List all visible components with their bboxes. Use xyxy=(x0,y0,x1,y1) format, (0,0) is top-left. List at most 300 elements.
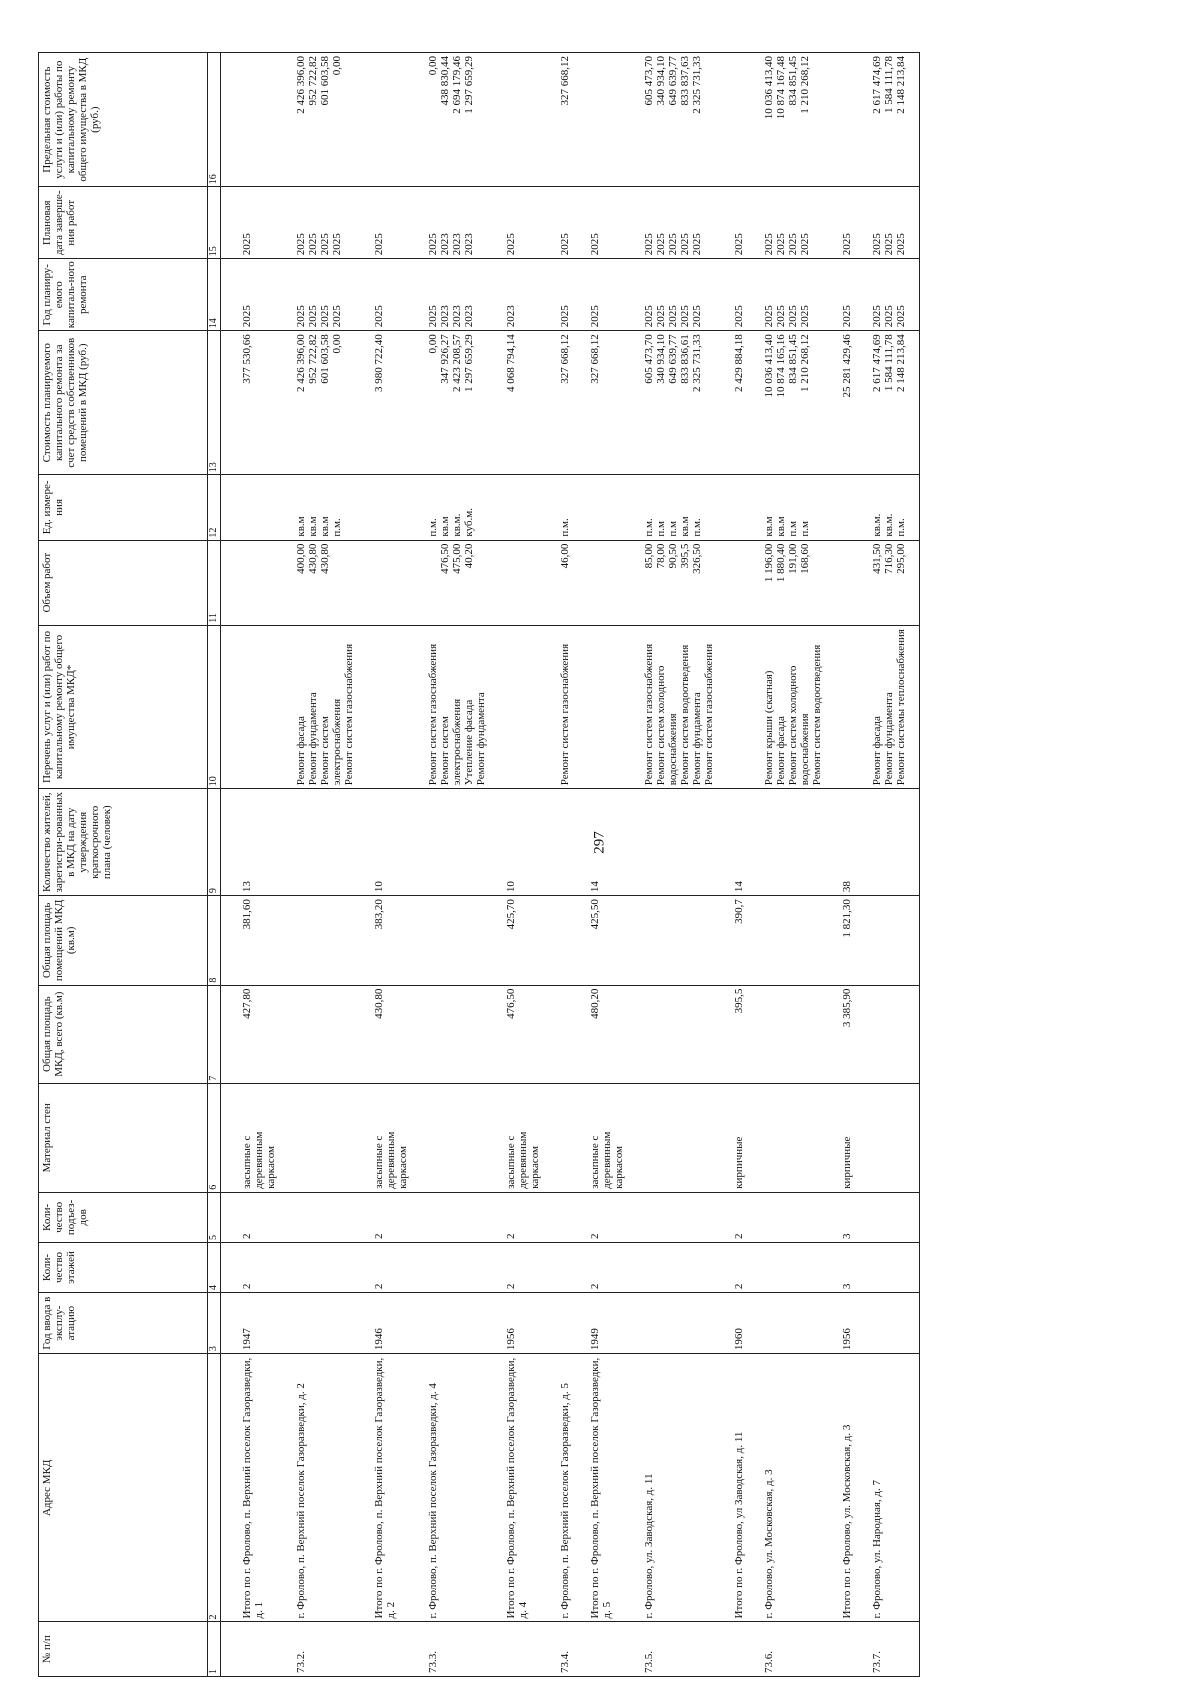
cell-line: 0,00 xyxy=(427,56,439,76)
cell-text: 395,5 xyxy=(733,988,745,1014)
cost-cell xyxy=(553,331,583,475)
cell-line: 2025 xyxy=(763,305,775,328)
cell-line: 2025 xyxy=(559,305,571,328)
table-row xyxy=(421,53,499,1677)
plan-year-cell xyxy=(865,259,920,331)
cell-line: Ремонт систем водоотведения xyxy=(811,644,823,786)
cell-line: 0,00 xyxy=(331,334,343,354)
cell-line: кв.м xyxy=(679,516,691,537)
end-date-cell xyxy=(637,187,727,259)
rooms-area-cell xyxy=(727,896,757,985)
volume-cell xyxy=(583,540,637,625)
cell-line: 1 210 268,12 xyxy=(799,334,811,392)
cell-line: 2 423 208,57 xyxy=(451,334,463,392)
col-number: 1 xyxy=(208,1622,221,1677)
cell-line: 2025 xyxy=(373,233,385,256)
cell-line: 2025 xyxy=(643,305,655,328)
cell-line: 2025 xyxy=(505,233,517,256)
cell-text: 2 xyxy=(733,1283,745,1290)
cell-line: 2 694 179,46 xyxy=(451,56,463,114)
cell-text xyxy=(559,989,571,992)
cell-line: 2025 xyxy=(427,233,439,256)
cell-line: 2025 xyxy=(307,233,319,256)
col-number: 16 xyxy=(208,53,221,187)
cell-text xyxy=(871,989,883,992)
cell-line: 10 874 165,16 xyxy=(775,334,787,398)
residents-cell xyxy=(757,789,835,896)
cell-line: 2 148 213,84 xyxy=(895,334,907,392)
col-header: Общая площадь помещений МКД (кв.м) xyxy=(39,896,208,985)
works-list-cell xyxy=(289,625,367,789)
cell-text: 2 xyxy=(733,1233,745,1239)
cell-line: Ремонт систем газоснабжения xyxy=(559,643,571,786)
cell-line: 2025 xyxy=(691,305,703,328)
row-number xyxy=(865,1622,920,1677)
entrances-cell xyxy=(835,1192,865,1242)
cell-text xyxy=(373,1670,385,1673)
units-cell xyxy=(637,475,727,540)
cell-line: 78,00 xyxy=(655,543,667,569)
cell-line: 327 668,12 xyxy=(559,334,571,384)
cell-line: кв.м. xyxy=(451,513,463,537)
cell-line: 2025 xyxy=(799,233,811,256)
residents-cell xyxy=(727,789,757,896)
row-number xyxy=(421,1622,499,1677)
floors-cell xyxy=(367,1242,421,1292)
cell-line: 326,50 xyxy=(691,543,703,574)
cell-line: 2 325 731,33 xyxy=(691,56,703,114)
cell-line: Ремонт фундамента xyxy=(307,692,319,786)
cell-line: 475,00 xyxy=(451,543,463,574)
entrances-cell xyxy=(637,1192,727,1242)
cell-text: г. Фролово, ул. Московская, д. 3 xyxy=(763,1469,775,1619)
entrances-cell xyxy=(367,1192,421,1242)
cell-text xyxy=(295,1286,307,1289)
limit-cost-cell xyxy=(235,53,289,187)
entrances-cell xyxy=(583,1192,637,1242)
cell-text xyxy=(427,1236,439,1239)
works-list-cell xyxy=(235,625,289,789)
cell-text xyxy=(763,889,775,892)
rotated-sheet xyxy=(0,32,1200,1697)
cell-line: 377 530,66 xyxy=(241,334,253,384)
col-header: Плановая дата заверше-ния работ xyxy=(39,187,208,259)
cell-line: 2025 xyxy=(787,233,799,256)
cell-line: 2025 xyxy=(241,305,253,328)
end-date-cell xyxy=(553,187,583,259)
cell-line: 2025 xyxy=(775,233,787,256)
cell-line: 2025 xyxy=(643,233,655,256)
works-list-cell xyxy=(835,625,865,789)
cell-line: 2025 xyxy=(733,233,745,256)
floors-cell xyxy=(727,1242,757,1292)
limit-cost-cell xyxy=(553,53,583,187)
entrances-cell xyxy=(553,1192,583,1242)
cell-text: 3 xyxy=(841,1233,853,1239)
rooms-area-cell xyxy=(637,896,727,985)
cell-text xyxy=(427,1186,439,1189)
units-cell xyxy=(583,475,637,540)
cell-line: кв.м xyxy=(763,516,775,537)
cell-text: 1 821,30 xyxy=(841,899,853,938)
cell-text: 480,20 xyxy=(589,988,601,1019)
units-cell xyxy=(553,475,583,540)
col-header: Общая площадь МКД, всего (кв.м) xyxy=(39,985,208,1083)
cell-line: 2025 xyxy=(763,233,775,256)
wall-material-cell xyxy=(637,1083,727,1192)
year-cell xyxy=(757,1293,835,1354)
year-cell xyxy=(235,1293,289,1354)
page-number: 297 xyxy=(591,831,608,854)
cell-line: 1 584 111,78 xyxy=(883,56,895,113)
cell-line: 1 584 111,78 xyxy=(883,334,895,392)
col-number: 5 xyxy=(208,1192,221,1242)
cell-line: 834 851,45 xyxy=(787,56,799,106)
table-row xyxy=(835,53,865,1677)
cell-text xyxy=(763,1236,775,1239)
end-date-cell xyxy=(727,187,757,259)
wall-material-cell xyxy=(421,1083,499,1192)
total-area-cell xyxy=(835,985,865,1083)
cell-line: 2025 xyxy=(655,305,667,328)
limit-cost-cell xyxy=(421,53,499,187)
cell-text: 2 xyxy=(505,1233,517,1239)
address-cell xyxy=(835,1354,865,1622)
floors-cell xyxy=(583,1242,637,1292)
cell-text: 427,80 xyxy=(241,988,253,1019)
rooms-area-cell xyxy=(553,896,583,985)
cell-line: Ремонт фасада xyxy=(295,716,307,786)
cell-text: г. Фролово, п. Верхний поселок Газоразведки, д. 4 xyxy=(427,1383,439,1619)
cell-text: засыпные с деревянным каркасом xyxy=(373,1131,409,1189)
col-number: 12 xyxy=(208,475,221,540)
address-cell xyxy=(865,1354,920,1622)
limit-cost-cell xyxy=(865,53,920,187)
cell-line: п.м. xyxy=(559,518,571,537)
end-date-cell xyxy=(499,187,553,259)
cell-line: 46,00 xyxy=(559,543,571,569)
plan-year-cell xyxy=(289,259,367,331)
cell-line: 2 426 396,00 xyxy=(295,334,307,392)
cell-line: Ремонт систем газоснабжения xyxy=(643,643,655,786)
volume-cell xyxy=(835,540,865,625)
cell-text: 73.4. xyxy=(559,1651,571,1673)
rooms-area-cell xyxy=(865,896,920,985)
cell-line: 40,20 xyxy=(463,543,475,569)
end-date-cell xyxy=(421,187,499,259)
cell-line: 2025 xyxy=(679,233,691,256)
cell-text: 73.2. xyxy=(295,1651,307,1673)
cell-text xyxy=(559,1286,571,1289)
cell-text xyxy=(559,889,571,892)
col-number: 7 xyxy=(208,985,221,1083)
cell-text xyxy=(295,1186,307,1189)
cell-text xyxy=(589,1670,601,1673)
table-row xyxy=(865,53,920,1677)
cell-line: 2025 xyxy=(787,305,799,328)
table-row xyxy=(757,53,835,1677)
volume-cell xyxy=(637,540,727,625)
cell-text: 430,80 xyxy=(373,988,385,1019)
residents-cell xyxy=(553,789,583,896)
cell-text xyxy=(427,1347,439,1350)
end-date-cell xyxy=(865,187,920,259)
cell-line: 2025 xyxy=(559,233,571,256)
cell-line: 25 281 429,46 xyxy=(841,334,853,398)
cell-line: кв.м xyxy=(319,516,331,537)
cell-text xyxy=(427,889,439,892)
cell-text: 2 xyxy=(589,1233,601,1239)
wall-material-cell xyxy=(235,1083,289,1192)
cell-text xyxy=(763,899,775,902)
cell-line: 952 722,82 xyxy=(307,334,319,384)
total-area-cell xyxy=(583,985,637,1083)
cell-text xyxy=(295,1236,307,1239)
cell-line: п.м xyxy=(667,521,679,537)
cell-text: 2 xyxy=(373,1283,385,1290)
cell-line: 601 603,58 xyxy=(319,334,331,384)
col-header: Материал стен xyxy=(39,1083,208,1192)
total-area-cell xyxy=(865,985,920,1083)
floors-cell xyxy=(553,1242,583,1292)
cell-line: 2 325 731,33 xyxy=(691,334,703,392)
cell-line: Ремонт систем газоснабжения xyxy=(703,643,715,786)
col-number: 6 xyxy=(208,1083,221,1192)
cell-line: 2025 xyxy=(895,305,907,328)
cell-line: 395,5 xyxy=(679,543,691,569)
cell-text xyxy=(871,1286,883,1289)
end-date-cell xyxy=(757,187,835,259)
residents-cell xyxy=(235,789,289,896)
units-cell xyxy=(757,475,835,540)
cell-text: засыпные с деревянным каркасом xyxy=(241,1131,277,1189)
row-number xyxy=(235,1622,289,1677)
end-date-cell xyxy=(835,187,865,259)
entrances-cell xyxy=(757,1192,835,1242)
cell-line: 340 934,10 xyxy=(655,334,667,384)
cell-line: Ремонт фундамента xyxy=(691,692,703,786)
table-row xyxy=(583,53,637,1677)
cell-line: 2 617 474,69 xyxy=(871,334,883,392)
cell-line: Ремонт систем электроснабжения xyxy=(319,698,343,786)
col-header: Перечень услуг и (или) работ по капитальному ремонту общего имущества МКД* xyxy=(39,625,208,789)
cell-text: г. Фролово, ул. Заводская, д. 11 xyxy=(643,1473,655,1619)
cell-text xyxy=(295,899,307,902)
cell-line: 1 210 268,12 xyxy=(799,56,811,114)
row-number xyxy=(553,1622,583,1677)
plan-year-cell xyxy=(235,259,289,331)
cell-line: 2023 xyxy=(451,305,463,328)
volume-cell xyxy=(727,540,757,625)
cell-line: 601 603,58 xyxy=(319,56,331,106)
cell-line: Ремонт фундамента xyxy=(475,692,487,786)
works-list-cell xyxy=(637,625,727,789)
cell-text: 38 xyxy=(841,881,853,893)
floors-cell xyxy=(289,1242,367,1292)
cell-text: 1947 xyxy=(241,1328,253,1351)
wall-material-cell xyxy=(289,1083,367,1192)
cell-line: п.м xyxy=(799,521,811,537)
limit-cost-cell xyxy=(637,53,727,187)
units-cell xyxy=(865,475,920,540)
cell-line: 2023 xyxy=(463,233,475,256)
floors-cell xyxy=(421,1242,499,1292)
cell-text: Итого по г. Фролово, ул Заводская, д. 11 xyxy=(733,1431,745,1619)
cell-line: 605 473,70 xyxy=(643,334,655,384)
cell-line: 2023 xyxy=(505,305,517,328)
address-cell xyxy=(727,1354,757,1622)
cell-text xyxy=(643,1347,655,1350)
cell-line: 85,00 xyxy=(643,543,655,569)
cell-text: Итого по г. Фролово, п. Верхний поселок Газоразведки, д. 5 xyxy=(589,1357,613,1619)
cell-line: 2025 xyxy=(295,305,307,328)
entrances-cell xyxy=(235,1192,289,1242)
cell-line: 4 068 794,14 xyxy=(505,334,517,392)
floors-cell xyxy=(835,1242,865,1292)
cell-line: 2 429 884,18 xyxy=(733,334,745,392)
cell-text xyxy=(763,1347,775,1350)
wall-material-cell xyxy=(835,1083,865,1192)
cell-text xyxy=(763,989,775,992)
cell-line: 0,00 xyxy=(331,56,343,76)
cell-text: 476,50 xyxy=(505,988,517,1019)
cell-text: 425,70 xyxy=(505,899,517,930)
cell-line: 2025 xyxy=(319,233,331,256)
cell-line: 2025 xyxy=(373,305,385,328)
cell-line: 2023 xyxy=(439,305,451,328)
cell-line xyxy=(427,544,439,622)
cell-line: 1 297 659,29 xyxy=(463,56,475,114)
col-header: Адрес МКД xyxy=(39,1354,208,1622)
row-number xyxy=(289,1622,367,1677)
cell-line: 2 617 474,69 xyxy=(871,56,883,114)
cell-text xyxy=(559,1186,571,1189)
cell-text xyxy=(427,899,439,902)
cell-line: Ремонт систем электроснабжения xyxy=(439,698,463,786)
limit-cost-cell xyxy=(499,53,553,187)
cell-line: кв.м. xyxy=(871,513,883,537)
total-area-cell xyxy=(553,985,583,1083)
table-row xyxy=(553,53,583,1677)
volume-cell xyxy=(757,540,835,625)
wall-material-cell xyxy=(553,1083,583,1192)
cell-text: 73.5. xyxy=(643,1651,655,1673)
address-cell xyxy=(757,1354,835,1622)
end-date-cell xyxy=(367,187,421,259)
residents-cell xyxy=(583,789,637,896)
works-list-cell xyxy=(499,625,553,789)
cell-line: 2025 xyxy=(295,233,307,256)
table-row xyxy=(367,53,421,1677)
year-cell xyxy=(865,1293,920,1354)
cell-line: Ремонт систем холодного водоснабжения xyxy=(787,665,811,786)
cell-text: 2 xyxy=(241,1283,253,1290)
col-number: 4 xyxy=(208,1242,221,1292)
cell-line: Ремонт фасада xyxy=(871,716,883,786)
cell-line xyxy=(331,544,343,622)
cell-line: 2025 xyxy=(871,233,883,256)
cell-line: 2023 xyxy=(439,233,451,256)
cell-line: 340 934,10 xyxy=(655,56,667,106)
cell-text xyxy=(871,899,883,902)
cell-line: 952 722,82 xyxy=(307,56,319,106)
cell-text: 381,60 xyxy=(241,899,253,930)
cell-line: 438 830,44 xyxy=(439,56,451,106)
volume-cell xyxy=(553,540,583,625)
cost-cell xyxy=(499,331,553,475)
cell-text: 2 xyxy=(589,1283,601,1290)
limit-cost-cell xyxy=(727,53,757,187)
cell-line: 605 473,70 xyxy=(643,56,655,106)
cell-line: 3 980 722,40 xyxy=(373,334,385,392)
plan-year-cell xyxy=(553,259,583,331)
col-header: Объем работ xyxy=(39,540,208,625)
cell-line: 10 874 167,48 xyxy=(775,56,787,120)
year-cell xyxy=(637,1293,727,1354)
year-cell xyxy=(289,1293,367,1354)
units-cell xyxy=(367,475,421,540)
cell-text xyxy=(643,1286,655,1289)
total-area-cell xyxy=(421,985,499,1083)
cell-text: Итого по г. Фролово, п. Верхний поселок Газоразведки, д. 1 xyxy=(241,1357,265,1619)
cell-text xyxy=(643,889,655,892)
works-list-cell xyxy=(727,625,757,789)
cell-text xyxy=(427,1286,439,1289)
cell-line: кв.м. xyxy=(883,513,895,537)
cell-text: г. Фролово, п. Верхний поселок Газоразведки, д. 2 xyxy=(295,1383,307,1619)
cell-text: кирпичные xyxy=(733,1136,745,1189)
end-date-cell xyxy=(289,187,367,259)
cell-text xyxy=(871,889,883,892)
cell-text: 1956 xyxy=(841,1328,853,1351)
row-number xyxy=(757,1622,835,1677)
table-row xyxy=(499,53,553,1677)
units-cell xyxy=(421,475,499,540)
col-header: Ед. измере-ния xyxy=(39,475,208,540)
cell-text: засыпные с деревянным каркасом xyxy=(589,1131,625,1189)
capital-repair-table xyxy=(38,52,920,1677)
cell-line: куб.м. xyxy=(463,508,475,537)
cell-line: 716,30 xyxy=(883,543,895,574)
cell-text: засыпные с деревянным каркасом xyxy=(505,1131,541,1189)
residents-cell xyxy=(637,789,727,896)
cell-text: 425,50 xyxy=(589,899,601,930)
limit-cost-cell xyxy=(583,53,637,187)
cell-line: кв.м xyxy=(307,516,319,537)
wall-material-cell xyxy=(583,1083,637,1192)
row-number xyxy=(583,1622,637,1677)
plan-year-cell xyxy=(835,259,865,331)
col-header: Коли-чество этажей xyxy=(39,1242,208,1292)
plan-year-cell xyxy=(499,259,553,331)
residents-cell xyxy=(835,789,865,896)
cell-line: 833 837,63 xyxy=(679,56,691,106)
rooms-area-cell xyxy=(835,896,865,985)
wall-material-cell xyxy=(865,1083,920,1192)
total-area-cell xyxy=(235,985,289,1083)
year-cell xyxy=(727,1293,757,1354)
cell-text: 3 385,90 xyxy=(841,988,853,1028)
row-number xyxy=(835,1622,865,1677)
wall-material-cell xyxy=(367,1083,421,1192)
cell-text: Итого по г. Фролово, п. Верхний поселок Газоразведки, д. 4 xyxy=(505,1357,529,1619)
cell-text: 10 xyxy=(373,881,385,893)
rooms-area-cell xyxy=(421,896,499,985)
cell-line: 2 148 213,84 xyxy=(895,56,907,114)
col-header: Стоимость планируемого капитального ремонта за счет средств собственников помещений в МКД (руб.) xyxy=(39,331,208,475)
cell-text: Итого по г. Фролово, ул. Московская, д. 3 xyxy=(841,1424,853,1619)
cell-line: п.м. xyxy=(691,518,703,537)
